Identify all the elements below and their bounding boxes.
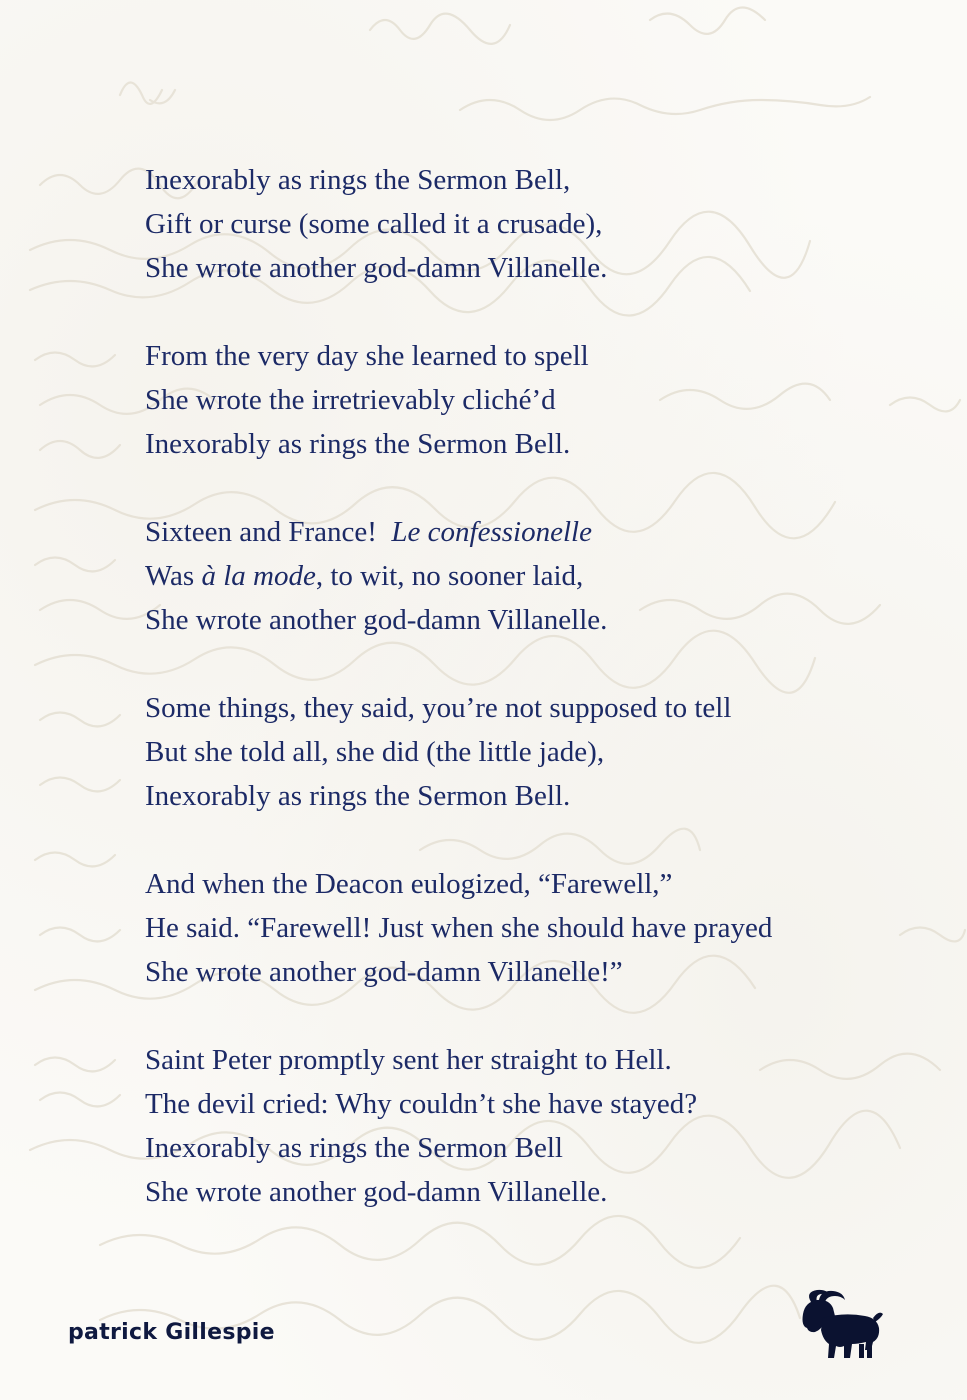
poem-line: Inexorably as rings the Sermon Bell. — [145, 428, 571, 460]
poem-italic-phrase: à la mode — [201, 560, 316, 592]
poem-text — [145, 158, 945, 1258]
poem-line: Saint Peter promptly sent her straight to Hell. — [145, 1044, 672, 1076]
poem-line: Inexorably as rings the Sermon Bell, — [145, 164, 571, 196]
poem-line-text: Was — [145, 560, 202, 592]
stanza-1 — [145, 158, 945, 290]
poem-line: But she told all, she did (the little jade), — [145, 736, 605, 768]
poem-line-text: Sixteen and France! — [145, 516, 392, 548]
poem-line — [145, 510, 945, 554]
poem-line: She wrote another god-damn Villanelle. — [145, 604, 608, 636]
author-signature: patrick Gillespie — [68, 1320, 275, 1345]
poem-line: And when the Deacon eulogized, “Farewell,” — [145, 868, 673, 900]
poem-line: The devil cried: Why couldn’t she have stayed? — [145, 1088, 698, 1120]
poem-line: She wrote another god-damn Villanelle!” — [145, 956, 623, 988]
poem-line: She wrote the irretrievably cliché’d — [145, 384, 556, 416]
poem-line-text: , to wit, no sooner laid, — [315, 560, 584, 592]
poem-line: Inexorably as rings the Sermon Bell. — [145, 780, 571, 812]
poem-line — [145, 554, 945, 598]
goat-silhouette-icon — [797, 1288, 883, 1364]
poem-italic-phrase: Le confessionelle — [391, 516, 592, 548]
poem-line: He said. “Farewell! Just when she should have prayed — [145, 912, 773, 944]
stanza-5 — [145, 862, 945, 994]
poem-line: She wrote another god-damn Villanelle. — [145, 1176, 608, 1208]
poem-line: From the very day she learned to spell — [145, 340, 589, 372]
poem-line: Some things, they said, you’re not supposed to tell — [145, 692, 732, 724]
stanza-6 — [145, 1038, 945, 1214]
stanza-3 — [145, 510, 945, 642]
poem-line: She wrote another god-damn Villanelle. — [145, 252, 608, 284]
poem-line: Gift or curse (some called it a crusade), — [145, 208, 603, 240]
stanza-4 — [145, 686, 945, 818]
stanza-2 — [145, 334, 945, 466]
poem-line: Inexorably as rings the Sermon Bell — [145, 1132, 563, 1164]
